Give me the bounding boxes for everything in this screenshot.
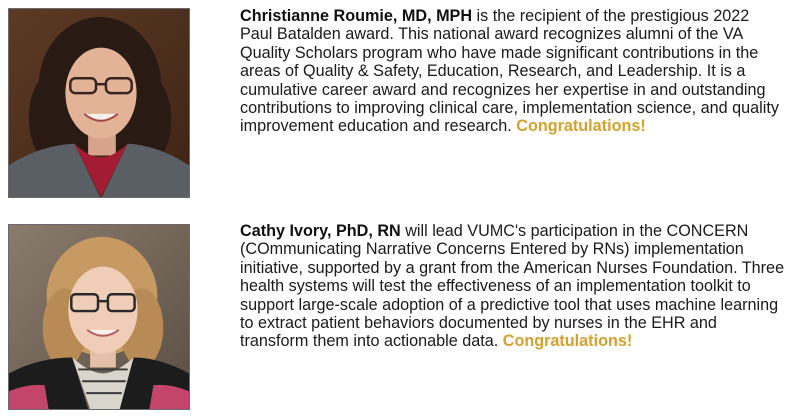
person-name: Christianne Roumie, MD, MPH: [240, 7, 473, 25]
announcement-body: will lead VUMC's participation in the CONCERN (COmmunicating Narrative Concerns Entered by RNs) implementation initiative, supported by a grant from the American Nurses Foundation. Three health systems will test the effectiveness of an implementation toolkit to support large-scale adoption of a predictive tool that uses machine learning to extract patient behaviors documented by nurses in the EHR and transform them into actionable data.: [240, 222, 785, 351]
person-name: Cathy Ivory, PhD, RN: [240, 222, 401, 240]
portrait-photo: [8, 224, 190, 410]
congratulations-text: Congratulations!: [502, 332, 633, 351]
announcement-entry: [0, 218, 789, 416]
portrait-photo: [8, 8, 190, 198]
announcement-body: is the recipient of the prestigious 2022 Paul Batalden award. This national award recognizes alumni of the VA Quality Scholars program who have made significant contributions in the areas of Quality & Safety, Education, Research, and Leadership. It is a cumulative career award and recognizes her expertise in and outstanding contributions to improving clinical care, implementation science, and quality improvement education and research.: [240, 7, 779, 136]
announcement-text: [240, 222, 785, 351]
congratulations-text: Congratulations!: [516, 117, 646, 136]
portrait-image: [9, 9, 189, 197]
announcement-text: [240, 7, 785, 136]
portrait-image: [9, 225, 189, 409]
announcement-entry: [0, 0, 789, 200]
